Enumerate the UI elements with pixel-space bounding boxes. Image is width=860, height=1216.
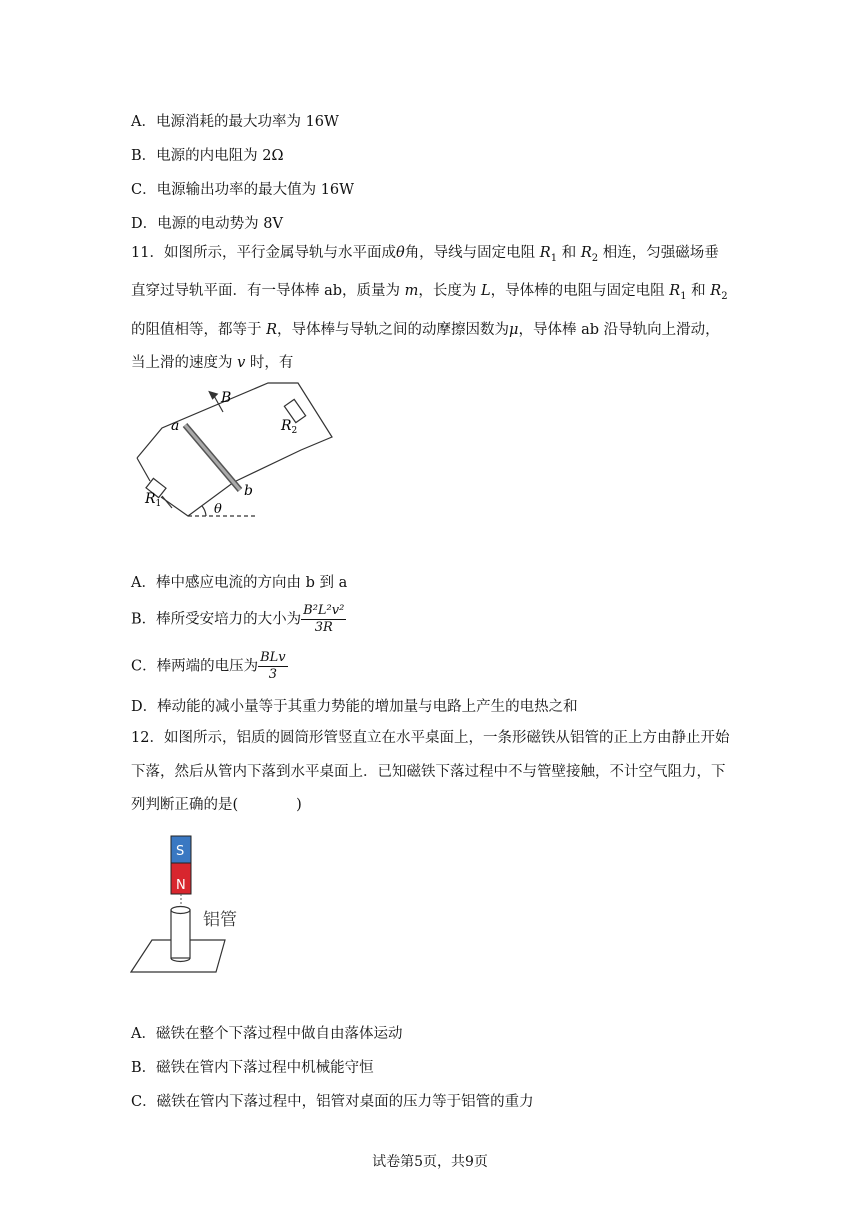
label-b: b: [244, 483, 253, 499]
q12-option-c: C．磁铁在管内下落过程中，铝管对桌面的压力等于铝管的重力: [131, 1094, 534, 1110]
q11-stem: 11．如图所示，平行金属导轨与水平面成θ角，导线与固定电阻 $R_1$ 和 $R_2$ 相连，匀强磁场垂直穿过导轨平面．有一导体棒 ab，质量为 m，长度为 L，导体棒的电阻与固定电阻 $R_1$ 和 $R_2$ 的阻值相等，都等于 R，导体棒与导轨之间的动摩擦因数为μ，导体棒 ab 沿导轨向上滑动，当上滑的速度为 v 时，有: [131, 245, 728, 372]
tube-label: 铝管: [203, 910, 237, 930]
q10-option-c: C．电源输出功率的最大值为 16W: [131, 182, 355, 198]
page-footer: 试卷第5页，共9页: [372, 1154, 488, 1170]
q12-magnet-figure: [130, 832, 260, 977]
q11-option-b: B．棒所受安培力的大小为 $\frac{\text{B²L²v²}}{3R}$: [131, 603, 345, 635]
label-R2: $R_2$: [281, 418, 298, 436]
label-a: a: [171, 418, 180, 434]
q11-rail-figure: [128, 380, 348, 525]
q10-option-d: D．电源的电动势为 8V: [131, 216, 283, 232]
q11-option-b-fraction: $\frac{\text{B²L²v²}}{3R}$: [303, 603, 345, 635]
q10-option-a: A．电源消耗的最大功率为 16W: [131, 114, 339, 130]
magnet-label-N: N: [176, 878, 186, 893]
q11-option-a: A．棒中感应电流的方向由 b 到 a: [131, 575, 348, 591]
q12-stem: 12．如图所示，铝质的圆筒形管竖直立在水平桌面上，一条形磁铁从铝管的正上方由静止开始下落，然后从管内下落到水平桌面上．已知磁铁下落过程中不与管壁接触，不计空气阻力，下列判断正确的是( ): [131, 730, 730, 813]
q11-option-d: D．棒动能的减小量等于其重力势能的增加量与电路上产生的电热之和: [131, 699, 578, 715]
label-B: B: [221, 390, 232, 406]
q10-option-b: B．电源的内电阻为 2Ω: [131, 148, 284, 164]
q11-option-c: C．棒两端的电压为 $\frac{\text{BLv}}{3}$: [131, 650, 286, 682]
q12-option-a: A．磁铁在整个下落过程中做自由落体运动: [131, 1026, 403, 1042]
label-R1: $R_1$: [145, 491, 162, 509]
label-theta: θ: [214, 502, 222, 517]
magnet-label-S: S: [176, 844, 185, 859]
q12-option-b: B．磁铁在管内下落过程中机械能守恒: [131, 1060, 374, 1076]
q11-option-c-fraction: $\frac{\text{BLv}}{3}$: [260, 650, 286, 682]
